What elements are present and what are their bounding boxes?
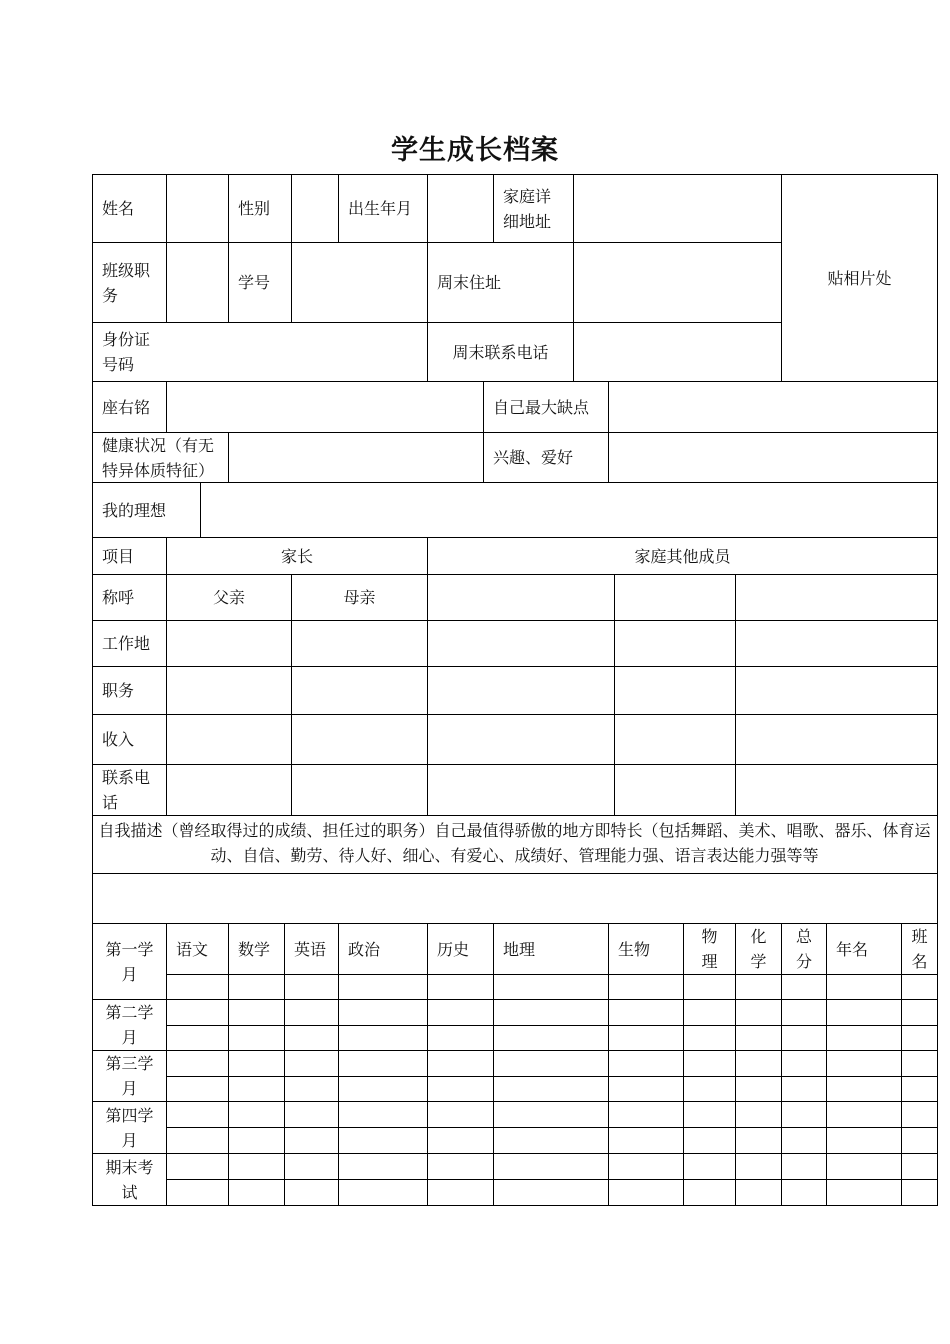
photo-placeholder: 贴相片处 xyxy=(827,268,892,288)
other-members-header: 家庭其他成员 xyxy=(634,546,731,566)
grade-period-label: 期末考 试 xyxy=(105,1157,154,1202)
score-input[interactable] xyxy=(230,976,283,998)
id-number-input[interactable] xyxy=(168,324,426,380)
motto-input[interactable] xyxy=(168,383,482,431)
score-input[interactable] xyxy=(828,1155,900,1178)
score-input[interactable] xyxy=(286,1027,337,1049)
family-cell-input[interactable] xyxy=(429,668,613,713)
phone-label: 联系电 话 xyxy=(102,768,151,812)
page-title: 学生成长档案 xyxy=(391,135,559,166)
grade-subject-header: 地理 xyxy=(503,939,536,959)
score-input[interactable] xyxy=(340,1181,426,1204)
score-input[interactable] xyxy=(340,1129,426,1152)
table-rule xyxy=(937,537,938,816)
score-input[interactable] xyxy=(429,1052,492,1075)
score-input[interactable] xyxy=(903,1001,936,1024)
relation-input[interactable] xyxy=(429,576,613,619)
score-input[interactable] xyxy=(685,1052,734,1075)
score-input[interactable] xyxy=(168,1052,227,1075)
relation-input[interactable] xyxy=(737,576,936,619)
score-input[interactable] xyxy=(610,1155,682,1178)
score-input[interactable] xyxy=(168,1103,227,1126)
father-label: 父亲 xyxy=(212,588,245,607)
position-label: 职务 xyxy=(102,681,135,700)
relation-input[interactable] xyxy=(616,576,734,619)
score-input[interactable] xyxy=(903,1181,936,1204)
grade-subject-header: 总 分 xyxy=(795,927,812,971)
score-input[interactable] xyxy=(286,1129,337,1152)
grade-period-label: 第一学 月 xyxy=(105,939,154,984)
hobbies-input[interactable] xyxy=(610,434,936,481)
score-input[interactable] xyxy=(168,1155,227,1178)
score-input[interactable] xyxy=(903,1078,936,1100)
score-input[interactable] xyxy=(340,976,426,998)
score-input[interactable] xyxy=(429,976,492,998)
family-cell-input[interactable] xyxy=(168,716,290,763)
score-input[interactable] xyxy=(828,1103,900,1126)
grade-subject-header: 数学 xyxy=(238,939,271,959)
score-input[interactable] xyxy=(737,1078,780,1100)
score-input[interactable] xyxy=(286,1078,337,1100)
score-input[interactable] xyxy=(903,1052,936,1075)
table-rule xyxy=(573,174,574,382)
self-description-input[interactable] xyxy=(94,875,936,922)
ideal-input[interactable] xyxy=(202,484,936,536)
score-input[interactable] xyxy=(828,1129,900,1152)
grade-period-label: 第三学 月 xyxy=(105,1054,154,1098)
score-input[interactable] xyxy=(230,1181,283,1204)
table-rule xyxy=(92,714,938,715)
score-input[interactable] xyxy=(828,1027,900,1049)
score-input[interactable] xyxy=(828,1052,900,1075)
grade-period-label: 第四学 月 xyxy=(105,1105,154,1150)
health-input[interactable] xyxy=(230,434,482,481)
table-rule xyxy=(92,1050,938,1051)
score-input[interactable] xyxy=(828,1001,900,1024)
student-no-label: 学号 xyxy=(238,273,271,292)
score-input[interactable] xyxy=(168,1001,227,1024)
grade-subject-header: 班 名 xyxy=(911,927,928,971)
weekend-phone-input[interactable] xyxy=(575,324,780,380)
gender-input[interactable] xyxy=(293,176,337,241)
score-input[interactable] xyxy=(230,1129,283,1152)
health-label: 健康状况（有无 特异体质特征） xyxy=(102,435,215,480)
class-role-label: 班级职 务 xyxy=(102,260,151,305)
score-input[interactable] xyxy=(286,1052,337,1075)
score-input[interactable] xyxy=(783,1052,825,1075)
table-rule xyxy=(92,1153,938,1154)
name-label: 姓名 xyxy=(102,199,135,218)
family-cell-input[interactable] xyxy=(616,716,734,763)
score-input[interactable] xyxy=(737,1001,780,1024)
score-input[interactable] xyxy=(230,1103,283,1126)
table-rule xyxy=(735,574,736,816)
grade-subject-header: 语文 xyxy=(176,939,209,959)
table-rule xyxy=(166,1127,938,1128)
score-input[interactable] xyxy=(495,1181,607,1204)
score-input[interactable] xyxy=(429,1155,492,1178)
table-rule xyxy=(608,381,609,483)
family-cell-input[interactable] xyxy=(293,716,426,763)
score-input[interactable] xyxy=(737,1027,780,1049)
score-input[interactable] xyxy=(685,1027,734,1049)
score-input[interactable] xyxy=(783,1078,825,1100)
table-rule xyxy=(427,537,428,816)
workplace-label: 工作地 xyxy=(102,634,151,653)
score-input[interactable] xyxy=(340,1001,426,1024)
grade-subject-header: 化 学 xyxy=(750,927,767,971)
table-rule xyxy=(166,174,167,323)
family-cell-input[interactable] xyxy=(616,668,734,713)
score-input[interactable] xyxy=(429,1181,492,1204)
table-rule xyxy=(166,1076,938,1077)
score-input[interactable] xyxy=(783,976,825,998)
score-input[interactable] xyxy=(230,1078,283,1100)
score-input[interactable] xyxy=(168,1027,227,1049)
grade-subject-header: 英语 xyxy=(294,939,327,959)
score-input[interactable] xyxy=(168,1181,227,1204)
score-input[interactable] xyxy=(340,1052,426,1075)
biggest-flaw-label: 自己最大缺点 xyxy=(493,397,590,417)
name-input[interactable] xyxy=(168,176,227,241)
table-rule xyxy=(92,620,938,621)
score-input[interactable] xyxy=(230,1155,283,1178)
relation-label: 称呼 xyxy=(102,588,135,607)
biggest-flaw-input[interactable] xyxy=(610,383,936,431)
score-input[interactable] xyxy=(685,1001,734,1024)
score-input[interactable] xyxy=(685,1155,734,1178)
score-input[interactable] xyxy=(286,1181,337,1204)
score-input[interactable] xyxy=(340,1027,426,1049)
table-rule xyxy=(166,1025,938,1026)
family-cell-input[interactable] xyxy=(616,622,734,665)
hobbies-label: 兴趣、爱好 xyxy=(493,448,574,467)
ideal-label: 我的理想 xyxy=(102,500,167,520)
table-rule xyxy=(92,666,938,667)
family-cell-input[interactable] xyxy=(429,766,613,814)
table-rule xyxy=(937,174,938,538)
table-rule xyxy=(92,482,938,483)
home-address-input[interactable] xyxy=(575,176,780,241)
score-input[interactable] xyxy=(230,1027,283,1049)
grade-subject-header: 生物 xyxy=(618,939,651,959)
score-input[interactable] xyxy=(429,1027,492,1049)
score-input[interactable] xyxy=(903,976,936,998)
score-input[interactable] xyxy=(429,1001,492,1024)
score-input[interactable] xyxy=(783,1181,825,1204)
score-input[interactable] xyxy=(685,1103,734,1126)
score-input[interactable] xyxy=(783,1001,825,1024)
family-cell-input[interactable] xyxy=(429,622,613,665)
score-input[interactable] xyxy=(737,976,780,998)
family-cell-input[interactable] xyxy=(737,766,936,814)
family-cell-input[interactable] xyxy=(616,766,734,814)
grade-subject-header: 历史 xyxy=(437,939,470,959)
score-input[interactable] xyxy=(286,1001,337,1024)
income-label: 收入 xyxy=(102,730,135,749)
table-rule xyxy=(937,923,938,1206)
family-cell-input[interactable] xyxy=(168,668,290,713)
score-input[interactable] xyxy=(610,1078,682,1100)
family-cell-input[interactable] xyxy=(168,622,290,665)
table-rule xyxy=(614,574,615,816)
weekend-address-label: 周末住址 xyxy=(437,273,502,292)
score-input[interactable] xyxy=(610,1181,682,1204)
score-input[interactable] xyxy=(783,1027,825,1049)
family-item-label: 项目 xyxy=(102,546,135,566)
score-input[interactable] xyxy=(610,1001,682,1024)
score-input[interactable] xyxy=(783,1129,825,1152)
score-input[interactable] xyxy=(429,1129,492,1152)
score-input[interactable] xyxy=(495,1052,607,1075)
score-input[interactable] xyxy=(610,1027,682,1049)
score-input[interactable] xyxy=(737,1052,780,1075)
score-input[interactable] xyxy=(168,976,227,998)
score-input[interactable] xyxy=(828,1181,900,1204)
mother-label: 母亲 xyxy=(343,588,376,607)
family-cell-input[interactable] xyxy=(168,766,290,814)
grade-subject-header: 物 理 xyxy=(701,927,718,971)
table-rule xyxy=(166,974,938,975)
table-rule xyxy=(92,873,938,874)
score-input[interactable] xyxy=(340,1103,426,1126)
score-input[interactable] xyxy=(610,1103,682,1126)
table-rule xyxy=(92,999,938,1000)
score-input[interactable] xyxy=(903,1027,936,1049)
score-input[interactable] xyxy=(903,1129,936,1152)
score-input[interactable] xyxy=(168,1129,227,1152)
score-input[interactable] xyxy=(737,1181,780,1204)
score-input[interactable] xyxy=(685,1078,734,1100)
family-cell-input[interactable] xyxy=(737,668,936,713)
class-role-input[interactable] xyxy=(168,244,227,321)
table-rule xyxy=(166,1179,938,1180)
birth-input[interactable] xyxy=(429,176,492,241)
score-input[interactable] xyxy=(903,1155,936,1178)
score-input[interactable] xyxy=(495,1155,607,1178)
score-input[interactable] xyxy=(230,1001,283,1024)
score-input[interactable] xyxy=(685,1181,734,1204)
score-input[interactable] xyxy=(286,976,337,998)
score-input[interactable] xyxy=(685,1129,734,1152)
score-input[interactable] xyxy=(685,976,734,998)
score-input[interactable] xyxy=(495,1001,607,1024)
score-input[interactable] xyxy=(286,1155,337,1178)
grade-period-label: 第二学 月 xyxy=(105,1003,154,1047)
score-input[interactable] xyxy=(828,976,900,998)
family-cell-input[interactable] xyxy=(293,622,426,665)
family-cell-input[interactable] xyxy=(293,766,426,814)
parents-header: 家长 xyxy=(280,546,313,566)
score-input[interactable] xyxy=(230,1052,283,1075)
score-input[interactable] xyxy=(495,976,607,998)
table-rule xyxy=(92,764,938,765)
table-rule xyxy=(92,815,938,816)
family-cell-input[interactable] xyxy=(429,716,613,763)
self-description-prompt: 自我描述（曾经取得过的成绩、担任过的职务）自己最值得骄傲的地方即特长（包括舞蹈、美术、唱歌、器乐、体育运动、自信、勤劳、待人好、细心、有爱心、成绩好、管理能力强、语言表达能力强等等 xyxy=(98,821,931,865)
score-input[interactable] xyxy=(495,1027,607,1049)
score-input[interactable] xyxy=(783,1155,825,1178)
score-input[interactable] xyxy=(737,1129,780,1152)
score-input[interactable] xyxy=(495,1103,607,1126)
family-cell-input[interactable] xyxy=(737,622,936,665)
score-input[interactable] xyxy=(610,1129,682,1152)
score-input[interactable] xyxy=(610,976,682,998)
table-rule xyxy=(92,1101,938,1102)
score-input[interactable] xyxy=(429,1103,492,1126)
score-input[interactable] xyxy=(737,1155,780,1178)
score-input[interactable] xyxy=(286,1103,337,1126)
table-rule xyxy=(92,1205,938,1206)
score-input[interactable] xyxy=(495,1078,607,1100)
birth-label: 出生年月 xyxy=(348,199,413,218)
score-input[interactable] xyxy=(495,1129,607,1152)
table-rule xyxy=(937,815,938,924)
score-input[interactable] xyxy=(340,1155,426,1178)
score-input[interactable] xyxy=(783,1103,825,1126)
table-rule xyxy=(200,482,201,538)
score-input[interactable] xyxy=(903,1103,936,1126)
score-input[interactable] xyxy=(610,1052,682,1075)
family-cell-input[interactable] xyxy=(293,668,426,713)
table-rule xyxy=(166,381,167,433)
motto-label: 座右铭 xyxy=(102,397,151,417)
score-input[interactable] xyxy=(429,1078,492,1100)
score-input[interactable] xyxy=(828,1078,900,1100)
weekend-phone-label: 周末联系电话 xyxy=(452,342,549,362)
gender-label: 性别 xyxy=(238,199,271,218)
table-rule xyxy=(228,432,229,483)
student-no-input[interactable] xyxy=(293,244,426,321)
id-number-label: 身份证 号码 xyxy=(102,330,151,374)
table-rule xyxy=(291,174,292,323)
score-input[interactable] xyxy=(168,1078,227,1100)
grade-subject-header: 年名 xyxy=(836,939,869,959)
weekend-address-input[interactable] xyxy=(575,244,780,321)
score-input[interactable] xyxy=(737,1103,780,1126)
grade-subject-header: 政治 xyxy=(348,939,381,959)
home-address-label: 家庭详 细地址 xyxy=(503,186,552,231)
family-cell-input[interactable] xyxy=(737,716,936,763)
score-input[interactable] xyxy=(340,1078,426,1100)
